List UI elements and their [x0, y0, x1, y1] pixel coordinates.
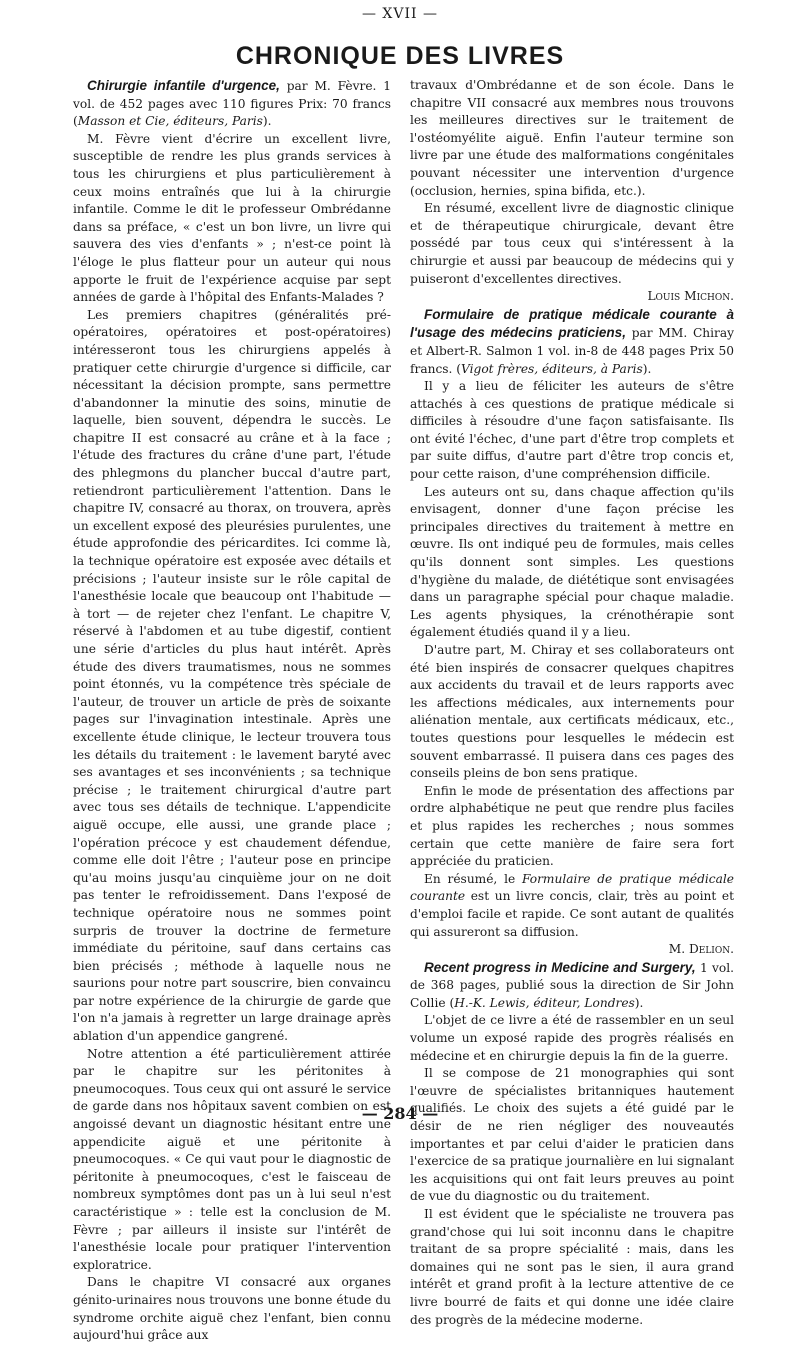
review-1-paragraph: M. Fèvre vient d'écrire un excellent livre, susceptible de rendre les plus grands services à tous les chirurgiens et plus particulièrement à ceux moins entraînés que lui à la chirurgie infantile. Comme le dit le professeur Ombrédanne dans sa préface, « c'est un bon livre, un livre qui sauvera des vies d'enfants » ; n'est-ce point là l'éloge le plus flatteur pour un auteur qui nous apporte le fruit de l'expérience acquise par sept années de garde à l'hôpital des Enfants-Malades ? — [73, 131, 391, 305]
review-2-paragraph: Les auteurs ont su, dans chaque affection qu'ils envisagent, donner d'une façon précise les principales directives du traitement à mettre en œuvre. Ils ont indiqué peu de formules, mais celles qu'ils donnent sont simples. Les questions d'hygiène du malade, de diététique sont envisagées dans un paragraphe spécial pour chaque maladie. Les agents physiques, la crénothérapie sont également étudiés quand il y a lieu. — [410, 484, 734, 640]
review-1-paragraph: Les premiers chapitres (généralités pré-opératoires, opératoires et post-opératoires) intéresseront tous les chirurgiens appelés à pratiquer cette chirurgie d'urgence si difficile, car nécessitant la décision prompte, sans permettre d'abandonner la minutie des soins, minutie de laquelle, bien souvent, dépendra le succès. Le chapitre II est consacré au crâne et à la face ; l'étude des fractures du crâne d'une part, l'étude des phlegmons du plancher buccal d'autre part, retiendront particulièrement l'attention. Dans le chapitre IV, consacré au thorax, on trouvera, après un excellent exposé des pleurésies purulentes, une étude approfondie des péricardites. Ici comme là, la technique opératoire est exposée avec détails et précisions ; l'auteur insiste sur le rôle capital de l'anesthésie locale que beaucoup ont l'habitude — à tort — de rejeter chez l'enfant. Le chapitre V, réservé à l'abdomen et au tube digestif, contient une série d'articles du plus haut intérêt. Après étude des divers traumatismes, nous ne sommes point étonnés, vu la compétence très spéciale de l'auteur, de trouver un article de près de soixante pages sur l'invagination intestinale. Après une excellente étude clinique, le lecteur trouvera tous les détails du traitement : le lavement baryté avec ses avantages et ses inconvénients ; sa technique précise ; le traitement chirurgical d'autre part avec tous ses détails de technique. L'appendicite aiguë occupe, elle aussi, une grande place ; l'opération précoce y est chaudement défendue, comme elle doit l'être ; l'auteur pose en principe qu'au moins jusqu'au cinquième jour on ne doit pas tenter le refroidissement. Dans l'exposé de technique opératoire nous ne sommes point surpris de trouver la doctrine de fermeture immédiate du péritoine, sauf dans certains cas bien précisés ; méthode à laquelle nous ne saurions pour notre part souscrire, bien convaincu par notre expérience de la chirurgie de garde que l'on n'a jamais à regretter un large drainage après ablation d'un appendice gangrené. — [73, 307, 391, 1044]
review-3-paragraph: Il est évident que le spécialiste ne trouvera pas grand'chose qui lui soit inconnu dans le chapitre traitant de sa propre spécialité : mais, dans les domaines qui ne sont pas le sien, il aura grand intérêt et grand profit à la lecture attentive de ce livre bourré de faits et qui donne une idée claire des progrès de la médecine moderne. — [410, 1207, 734, 1327]
right-column — [410, 77, 735, 1327]
review-2-paragraph: D'autre part, M. Chiray et ses collaborateurs ont été bien inspirés de consacrer quelques chapitres aux accidents du travail et de leurs rapports avec les affections médicales, aux internements pour aliénation mentale, aux certificats médicaux, etc., toutes questions pour lesquelles le médecin est souvent embarrassé. Il puisera dans ces pages des conseils pleins de bon sens pratique. — [410, 643, 734, 781]
review-2-summary — [410, 871, 734, 941]
section-title: CHRONIQUE DES LIVRES — [235, 42, 565, 70]
review-1-heading — [73, 77, 391, 131]
review-3-heading — [410, 959, 734, 1013]
review-1-publisher: Masson et Cie, éditeurs, Paris — [77, 114, 263, 129]
review-3-byline: 1 vol. de 368 pages, publié sous la direction de Sir John Collie ( — [410, 960, 735, 1010]
review-1-close: ). — [262, 114, 272, 129]
review-3-book-title: Recent progress in Medicine and Surgery, — [424, 959, 696, 975]
review-1-signature: Louis Michon. — [647, 289, 734, 304]
review-2-publisher: Vigot frères, éditeurs, à Paris — [461, 361, 643, 376]
review-1-paragraph: En résumé, excellent livre de diagnostic clinique et de thérapeutique chirurgicale, devant être possédé par tous ceux qui s'intéressent à la chirurgie et aussi par beaucoup de médecins qui y puiseront d'excellentes directives. — [410, 201, 734, 286]
page-folio: — XVII — — [361, 6, 439, 22]
review-3-close: ). — [634, 995, 644, 1010]
review-2-summary-lead: En résumé, le — [424, 871, 522, 886]
review-2-signature: M. Delion. — [668, 942, 734, 957]
left-column — [73, 77, 391, 1343]
review-1-paragraph: Dans le chapitre VI consacré aux organes génito-urinaires nous trouvons une bonne étude du syndrome orchite aiguë chez l'enfant, bien connu aujourd'hui grâce aux — [73, 1275, 391, 1343]
review-2-summary-rest: est un livre concis, clair, très au point et d'emploi facile et rapide. Ce sont autant de qualités qui assureront sa diffusion. — [410, 889, 734, 939]
review-2-close: ). — [642, 361, 652, 376]
page-number: — 284 — — [361, 1104, 439, 1123]
review-1-paragraph-continued: travaux d'Ombrédanne et de son école. Dans le chapitre VII consacré aux membres nous trouvons les meilleures directives sur le traitement de l'ostéomyélite aiguë. Enfin l'auteur termine son livre par une étude des malformations congénitales pouvant nécessiter une intervention d'urgence (occlusion, hernies, spina bifida, etc.). — [410, 78, 734, 198]
review-3-paragraph: Il se compose de 21 monographies qui sont l'œuvre de spécialistes britanniques hautement qualifiés. Le choix des sujets a été guidé par le désir de ne rien négliger des nouveautés importantes et par celui d'aider le praticien dans l'exercice de sa pratique journalière en lui signalant les acquisitions qui ont fait leurs preuves au point de vue du diagnostic ou du traitement. — [410, 1066, 734, 1204]
review-2-heading — [410, 306, 734, 378]
review-2-byline: par MM. Chiray et Albert-R. Salmon 1 vol. in-8 de 448 pages Prix 50 francs. ( — [410, 326, 734, 376]
review-1-book-title: Chirurgie infantile d'urgence, — [87, 78, 280, 93]
review-2-paragraph: Il y a lieu de féliciter les auteurs de s'être attachés à ces questions de pratique médicale si difficiles à résoudre d'une façon satisfaisante. Ils ont évité l'échec, d'une part d'être trop complets et par suite diffus, d'autre part d'être trop concis et, pour cette raison, d'une compréhension difficile. — [410, 379, 734, 482]
review-3-publisher: H.-K. Lewis, éditeur, Londres — [454, 995, 635, 1010]
review-1-paragraph: Notre attention a été particulièrement attirée par le chapitre sur les péritonites à pneumocoques. Tous ceux qui ont assuré le service de garde dans nos hôpitaux savent combien on est angoissé devant un diagnostic hésitant entre une appendicite aiguë et une péritonite à pneumocoques. « Ce qui vaut pour le diagnostic de péritonite à pneumocoques, c'est le faisceau de nombreux symptômes dont pas un à lui seul n'est caractéristique » : telle est la conclusion de M. Fèvre ; par ailleurs il insiste sur l'intérêt de l'anesthésie locale pour pratiquer l'intervention exploratrice. — [73, 1046, 391, 1272]
review-3-paragraph: L'objet de ce livre a été de rassembler en un seul volume un exposé rapide des progrès réalisés en médecine et en chirurgie depuis la fin de la guerre. — [410, 1013, 734, 1063]
review-2-summary-title: Formulaire de pratique médicale courante — [410, 871, 734, 904]
review-2-paragraph: Enfin le mode de présentation des affections par ordre alphabétique ne peut que rendre plus faciles et plus rapides les recherches ; nous sommes certain que cette manière de faire sera fort appréciée du praticien. — [410, 783, 734, 869]
review-2-book-title: Formulaire de pratique médicale courante à l'usage des médecins praticiens, — [410, 306, 734, 341]
review-1-byline: par M. Fèvre. 1 vol. de 452 pages avec 110 figures Prix: 70 francs ( — [73, 79, 391, 129]
